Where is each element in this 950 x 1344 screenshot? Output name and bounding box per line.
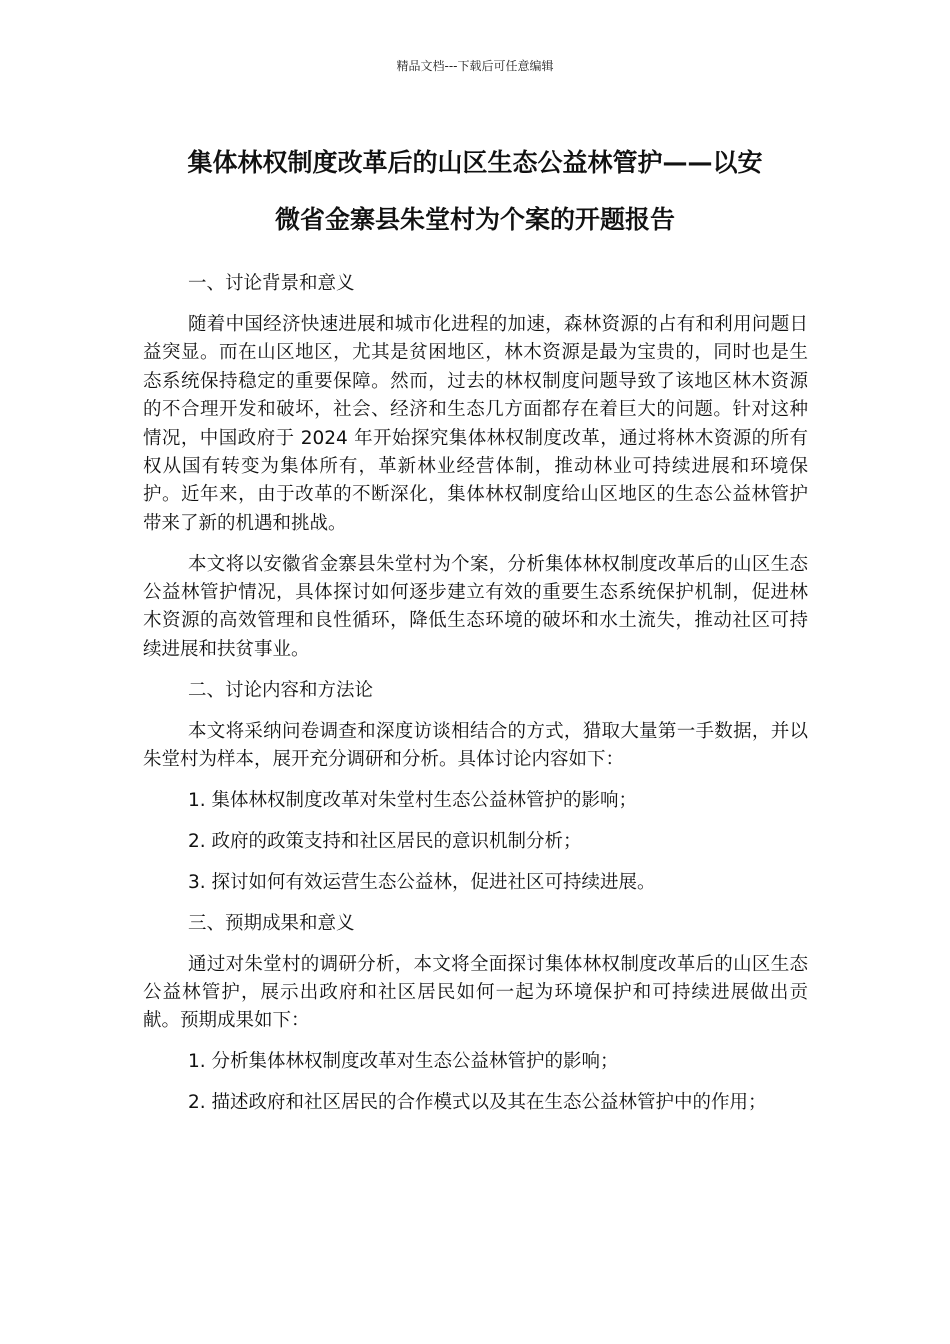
list-item: 1. 分析集体林权制度改革对生态公益林管护的影响； [188, 1051, 619, 1073]
list-item: 2. 描述政府和社区居民的合作模式以及其在生态公益林管护中的作用； [188, 1092, 767, 1114]
section-heading-3: 三、预期成果和意义 [188, 912, 355, 934]
document-title [130, 134, 820, 248]
paragraph: 本文将以安徽省金寨县朱堂村为个案，分析集体林权制度改革后的山区生态公益林管护情况，具体探讨如何逐步建立有效的重要生态系统保护机制，促进林木资源的高效管理和良性循环，降低生态环境的破坏和水土流失，推动社区可持续进展和扶贫事业。 [143, 553, 808, 660]
list-item: 3. 探讨如何有效运营生态公益林，促进社区可持续进展。 [188, 871, 656, 893]
paragraph: 通过对朱堂村的调研分析，本文将全面探讨集体林权制度改革后的山区生态公益林管护，展示出政府和社区居民如何一起为环境保护和可持续进展做出贡献。预期成果如下： [143, 953, 808, 1032]
title-line-1: 集体林权制度改革后的山区生态公益林管护——以安 [187, 148, 763, 177]
paragraph: 随着中国经济快速进展和城市化进程的加速，森林资源的占有和利用问题日益突显。而在山区地区，尤其是贫困地区，林木资源是最为宝贵的，同时也是生态系统保持稳定的重要保障。然而，过去的林权制度问题导致了该地区林木资源的不合理开发和破坏，社会、经济和生态几方面都存在着巨大的问题。针对这种情况，中国政府于 2024 年开始探究集体林权制度改革，通过将林木资源的所有权从国有转变为集体所有，革新林业经营体制，推动林业可持续进展和环境保护。近年来，由于改革的不断深化，集体林权制度给山区地区的生态公益林管护带来了新的机遇和挑战。 [143, 313, 808, 534]
page-header: 精品文档---下载后可任意编辑 [396, 59, 554, 73]
section-heading-2: 二、讨论内容和方法论 [188, 679, 374, 701]
section-heading-1: 一、讨论背景和意义 [188, 273, 355, 294]
title-line-2: 微省金寨县朱堂村为个案的开题报告 [274, 205, 675, 234]
document-body [143, 270, 808, 1130]
paragraph: 本文将采纳问卷调查和深度访谈相结合的方式，猎取大量第一手数据，并以朱堂村为样本，展开充分调研和分析。具体讨论内容如下： [143, 720, 808, 771]
list-item: 1. 集体林权制度改革对朱堂村生态公益林管护的影响； [188, 790, 638, 811]
list-item: 2. 政府的政策支持和社区居民的意识机制分析； [188, 830, 582, 852]
